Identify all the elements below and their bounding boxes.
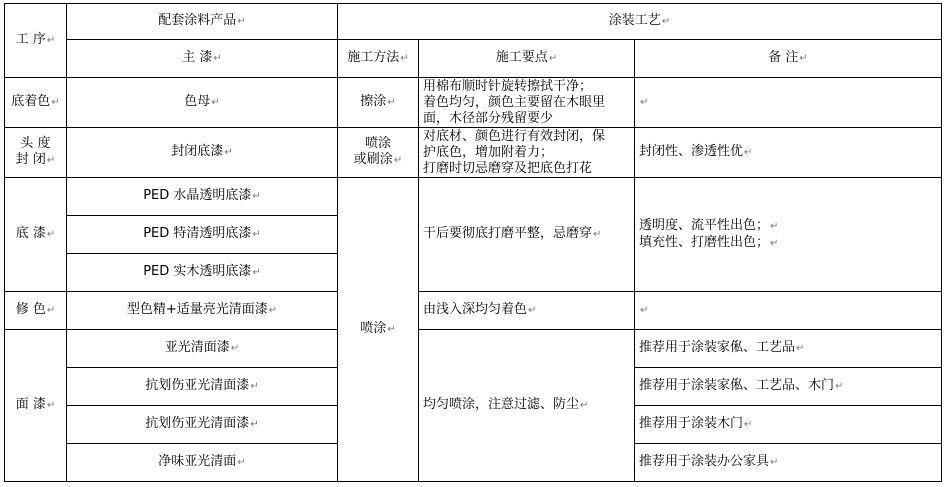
product-name: 抗划伤亚光清面漆	[145, 416, 250, 431]
header-product-group-cell: 配套涂料产品↵	[67, 4, 338, 40]
remark-cell: 推荐用于涂装家俬、工艺品↵	[635, 330, 942, 368]
table-row	[5, 178, 942, 216]
product-name: 净味亚光清面	[158, 454, 237, 469]
coating-process-table	[4, 3, 942, 482]
remark-cell: ↵	[635, 292, 942, 330]
method-text: 喷涂	[364, 136, 391, 151]
product-cell: PED 水晶透明底漆↵	[67, 178, 338, 216]
remark-cell: 推荐用于涂装木门↵	[635, 406, 942, 444]
points-cell	[419, 128, 635, 178]
header-remarks: 备 注	[768, 50, 799, 65]
process-label: 面 漆	[15, 397, 46, 412]
product-cell: PED 特清透明底漆↵	[67, 216, 338, 254]
remark-text: 透明度、流平性出色；↵	[639, 217, 779, 233]
points-line: 对底材、颜色进行有效封闭，保	[423, 128, 606, 144]
product-name: PED 特清透明底漆	[143, 226, 252, 241]
remark-cell: 推荐用于涂装办公家具↵	[635, 444, 942, 482]
remark-cell: 封闭性、渗透性优↵	[635, 128, 942, 178]
remark-cell: ↵	[635, 78, 942, 128]
process-cell: 底着色↵	[5, 78, 67, 128]
remark-text: 封闭性、渗透性优	[639, 144, 744, 159]
remark-text: 推荐用于涂装家俬、工艺品	[639, 340, 796, 355]
header-main-paint: 主 漆	[182, 50, 213, 65]
product-name: 色母	[184, 94, 211, 109]
product-cell: PED 实木透明底漆↵	[67, 254, 338, 292]
process-label: 修 色	[15, 302, 46, 317]
product-cell: 抗划伤亚光清面漆↵	[67, 368, 338, 406]
process-label: 底 漆	[15, 226, 46, 241]
remark-text: 推荐用于涂装办公家具	[639, 454, 770, 469]
method-cell: 喷涂↵	[338, 178, 419, 482]
remark-cell	[635, 178, 942, 292]
product-cell: 净味亚光清面↵	[67, 444, 338, 482]
product-cell: 型色精+适量亮光清面漆↵	[67, 292, 338, 330]
header-coating-group: 涂装工艺	[608, 13, 661, 28]
process-label: 头 度	[20, 136, 51, 151]
product-cell: 色母↵	[67, 78, 338, 128]
method-text: 喷涂	[360, 321, 387, 336]
header-key-points: 施工要点	[495, 50, 548, 65]
points-line: 用棉布顺时针旋转擦拭干净；	[423, 78, 593, 94]
method-text: 或刷涂↵	[353, 152, 403, 167]
points-text: 干后要彻底打磨平整，忌磨穿	[423, 226, 593, 241]
remark-cell: 推荐用于涂装家俬、工艺品、木门↵	[635, 368, 942, 406]
product-name: 封闭底漆	[171, 144, 224, 159]
product-name: PED 水晶透明底漆	[143, 188, 252, 203]
product-cell: 亚光清面漆↵	[67, 330, 338, 368]
table-row	[5, 128, 942, 178]
points-cell: 由浅入深均匀着色↵	[419, 292, 635, 330]
points-line: 面，木径部分残留要少	[423, 110, 554, 126]
process-label: 封 闭↵	[15, 152, 56, 167]
header-process: 工 序	[15, 32, 46, 47]
process-cell	[5, 128, 67, 178]
points-cell: 干后要彻底打磨平整，忌磨穿↵	[419, 178, 635, 292]
table-row	[5, 292, 942, 330]
product-name: PED 实木透明底漆	[143, 264, 252, 279]
remark-text: 填充性、打磨性出色；↵	[639, 234, 779, 250]
header-key-points-cell: 施工要点↵	[419, 40, 635, 78]
process-cell: 修 色↵	[5, 292, 67, 330]
header-row-1	[5, 4, 942, 40]
method-text: 擦涂	[360, 94, 387, 109]
product-name: 型色精+适量亮光清面漆	[126, 302, 268, 317]
method-cell	[338, 128, 419, 178]
product-cell: 封闭底漆↵	[67, 128, 338, 178]
header-remarks-cell: 备 注↵	[635, 40, 942, 78]
header-main-paint-cell: 主 漆↵	[67, 40, 338, 78]
header-method-cell: 施工方法↵	[338, 40, 419, 78]
product-name: 亚光清面漆	[164, 340, 230, 355]
method-cell: 擦涂↵	[338, 78, 419, 128]
process-cell: 面 漆↵	[5, 330, 67, 482]
remark-text: 推荐用于涂装家俬、工艺品、木门	[639, 378, 835, 393]
table-row	[5, 330, 942, 368]
remark-text: 推荐用于涂装木门	[639, 416, 744, 431]
points-line: 护底色，增加附着力；	[423, 144, 554, 160]
process-cell: 底 漆↵	[5, 178, 67, 292]
points-line: 着色均匀，颜色主要留在木眼里	[423, 94, 606, 110]
product-name: 抗划伤亚光清面漆	[145, 378, 250, 393]
points-text: 均匀喷涂，注意过滤、防尘	[423, 397, 580, 412]
points-cell	[419, 78, 635, 128]
header-row-2	[5, 40, 942, 78]
header-process-cell: 工 序↵	[5, 4, 67, 78]
table-row	[5, 78, 942, 128]
points-line: 打磨时切忌磨穿及把底色打花	[423, 160, 593, 176]
process-label: 底着色	[11, 94, 51, 109]
header-method: 施工方法	[347, 50, 400, 65]
points-text: 由浅入深均匀着色	[423, 302, 528, 317]
points-cell: 均匀喷涂，注意过滤、防尘↵	[419, 330, 635, 482]
header-product-group: 配套涂料产品	[158, 13, 237, 28]
header-coating-group-cell: 涂装工艺↵	[338, 4, 942, 40]
product-cell: 抗划伤亚光清面漆↵	[67, 406, 338, 444]
